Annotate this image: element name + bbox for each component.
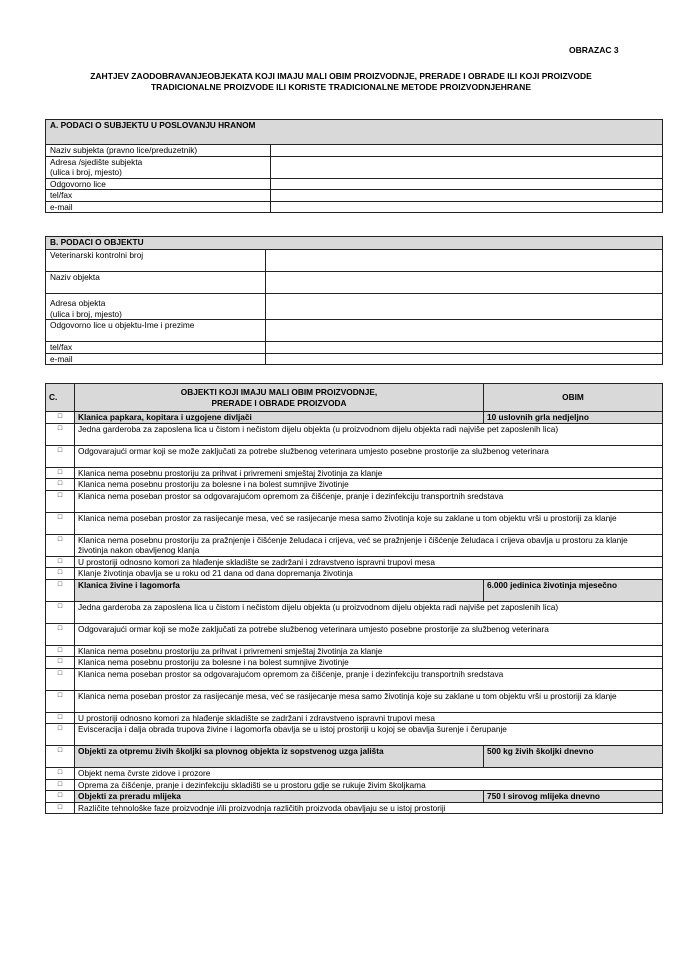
checkbox[interactable]: □ [46,657,75,669]
checkbox[interactable]: □ [46,412,75,424]
checkbox[interactable]: □ [46,791,75,803]
checkbox[interactable]: □ [46,467,75,479]
criteria-row [46,668,663,690]
checkbox[interactable]: □ [46,724,75,746]
checkbox[interactable]: □ [46,768,75,780]
facility-address-field[interactable] [266,294,663,320]
subject-email-label: e-mail [46,201,271,213]
criteria-text: Oprema za čišćenje, pranje i dezinfekciju skladišti se u prostoru gdje se rukuje živim školjkama [75,779,663,791]
vet-control-number-field[interactable] [266,250,663,272]
checkbox[interactable]: □ [46,712,75,724]
criteria-row [46,690,663,712]
checkbox[interactable]: □ [46,512,75,534]
section-b-title: B. PODACI O OBJEKTU [46,237,663,250]
facility-responsible-label: Odgovorno lice u objektu-Ime i prezime [46,320,266,342]
responsible-person-field[interactable] [271,178,663,190]
subject-address-label: Adresa /sjedište subjekta (ulica i broj, mjesto) [46,156,271,178]
criteria-row [46,645,663,657]
checkbox[interactable]: □ [46,623,75,645]
category-row [46,791,663,803]
criteria-text: Objekt nema čvrste zidove i prozore [75,768,663,780]
section-a-table [45,119,663,213]
category-title: Objekti za otpremu živih školjki sa plovnog objekta iz sopstvenog uzga jališta [75,746,484,768]
checkbox[interactable]: □ [46,746,75,768]
criteria-text: Jedna garderoba za zaposlena lica u čistom i nečistom dijelu objekta (u proizvodnom dijelu objekta radi najviše pet zaposlenih lica) [75,423,663,445]
section-c-label: C. [46,384,75,412]
criteria-row [46,779,663,791]
criteria-text: Klanica nema posebnu prostoriju za pražnjenje i čišćenje želudaca i crijeva, već se pražnjenje i čišćenje želudaca i crijeva obavlja u prostoru za klanje životinja nakon obavljenog klanja [75,534,663,556]
criteria-row [46,601,663,623]
criteria-text: Odgovarajući ormar koji se može zaključati za potrebe službenog veterinara umjesto posebne prostorije za službenog veterinara [75,445,663,467]
form-code: OBRAZAC 3 [569,45,619,55]
facility-email-field[interactable] [266,353,663,365]
checkbox[interactable]: □ [46,601,75,623]
checkbox[interactable]: □ [46,802,75,814]
checkbox[interactable]: □ [46,690,75,712]
section-a-title: A. PODACI O SUBJEKTU U POSLOVANJU HRANOM [46,120,663,145]
criteria-row [46,467,663,479]
criteria-text: Klanica nema poseban prostor za rasijecanje mesa, već se rasijecanje mesa samo životinja koje su zaklane u tom objektu vrši u prostoriji za klanje [75,690,663,712]
responsible-person-label: Odgovorno lice [46,178,271,190]
criteria-text: Različite tehnološke faze proizvodnje i/ili proizvodnja različitih proizvoda obavljaju se u istoj prostoriji [75,802,663,814]
criteria-row [46,445,663,467]
checkbox[interactable]: □ [46,779,75,791]
facility-name-field[interactable] [266,272,663,294]
criteria-text: Evisceracija i dalja obrada trupova živine i lagomorfa obavlja se u istoj prostoriji u kojoj se obavlja šurenje i čerupanje [75,724,663,746]
criteria-row [46,490,663,512]
checkbox[interactable]: □ [46,445,75,467]
subject-name-field[interactable] [271,145,663,157]
checkbox[interactable]: □ [46,579,75,601]
criteria-text: Klanica nema posebnu prostoriju za bolesne i na bolest sumnjive životinje [75,657,663,669]
criteria-row [46,724,663,746]
criteria-text: Klanica nema poseban prostor za rasijecanje mesa, već se rasijecanje mesa samo životinja koje su zaklane u tom objektu vrši u prostoriji za klanje [75,512,663,534]
criteria-row [46,423,663,445]
category-title: Klanica živine i lagomorfa [75,579,484,601]
criteria-row [46,712,663,724]
checkbox[interactable]: □ [46,568,75,580]
criteria-row [46,657,663,669]
criteria-row [46,534,663,556]
criteria-row [46,768,663,780]
facility-responsible-field[interactable] [266,320,663,342]
form-title: ZAHTJEV ZAODOBRAVANJEOBJEKATA KOJI IMAJU MALI OBIM PROIZVODNJE, PRERADE I OBRADE ILI KOJI PROIZVODE TRADICIONALNE PROIZVODE ILI KORISTE TRADICIONALNE METODE PROIZVODNJEHRANE [90,71,592,92]
facility-name-label: Naziv objekta [46,272,266,294]
category-title: Objekti za preradu mlijeka [75,791,484,803]
criteria-row [46,556,663,568]
criteria-text: Klanica nema posebnu prostoriju za bolesne i na bolest sumnjive životinje [75,479,663,491]
facility-telfax-field[interactable] [266,342,663,354]
criteria-row [46,623,663,645]
facility-telfax-label: tel/fax [46,342,266,354]
section-b-table [45,236,663,365]
criteria-text: Odgovarajući ormar koji se može zaključati za potrebe službenog veterinara umjesto posebne prostorije za službenog veterinara [75,623,663,645]
checkbox[interactable]: □ [46,556,75,568]
subject-telfax-label: tel/fax [46,190,271,202]
category-obim: 500 kg živih školjki dnevno [484,746,663,768]
facility-email-label: e-mail [46,353,266,365]
criteria-text: Klanica nema posebnu prostoriju za prihvat i privremeni smještaj životinja za klanje [75,645,663,657]
category-title: Klanica papkara, kopitara i uzgojene divljači [75,412,484,424]
criteria-row [46,512,663,534]
criteria-row [46,802,663,814]
criteria-text: Klanje životinja obavlja se u roku od 21 dana od dana dopremanja životinja [75,568,663,580]
vet-control-number-label: Veterinarski kontrolni broj [46,250,266,272]
criteria-text: U prostoriji odnosno komori za hlađenje skladište se zadržani i zdravstveno ispravni trupovi mesa [75,712,663,724]
category-obim: 750 l sirovog mlijeka dnevno [484,791,663,803]
criteria-text: U prostoriji odnosno komori za hlađenje skladište se zadržani i zdravstveno ispravni trupovi mesa [75,556,663,568]
section-c-table [45,383,663,814]
category-obim: 10 uslovnih grla nedjeljno [484,412,663,424]
subject-address-field[interactable] [271,156,663,178]
criteria-row [46,479,663,491]
checkbox[interactable]: □ [46,645,75,657]
subject-telfax-field[interactable] [271,190,663,202]
section-c-header-main: OBJEKTI KOJI IMAJU MALI OBIM PROIZVODNJE, PRERADE I OBRADE PROIZVODA [75,384,484,412]
criteria-text: Klanica nema poseban prostor sa odgovarajućom opremom za čišćenje, pranje i dezinfekciju transportnih sredstava [75,490,663,512]
subject-name-label: Naziv subjekta (pravno lice/preduzetnik) [46,145,271,157]
checkbox[interactable]: □ [46,490,75,512]
checkbox[interactable]: □ [46,534,75,556]
criteria-text: Klanica nema poseban prostor sa odgovarajućom opremom za čišćenje, pranje i dezinfekciju transportnih sredstava [75,668,663,690]
checkbox[interactable]: □ [46,423,75,445]
checkbox[interactable]: □ [46,479,75,491]
facility-address-label: Adresa objekta (ulica i broj, mjesto) [46,294,266,320]
category-row [46,412,663,424]
section-c-header-obim: OBIM [484,384,663,412]
criteria-text: Jedna garderoba za zaposlena lica u čistom i nečistom dijelu objekta (u proizvodnom dijelu objekta radi najviše pet zaposlenih lica) [75,601,663,623]
category-row [46,746,663,768]
subject-email-field[interactable] [271,201,663,213]
criteria-row [46,568,663,580]
category-obim: 6.000 jedinica životinja mjesečno [484,579,663,601]
section-c-rows [46,412,663,814]
criteria-text: Klanica nema posebnu prostoriju za prihvat i privremeni smještaj životinja za klanje [75,467,663,479]
category-row [46,579,663,601]
checkbox[interactable]: □ [46,668,75,690]
